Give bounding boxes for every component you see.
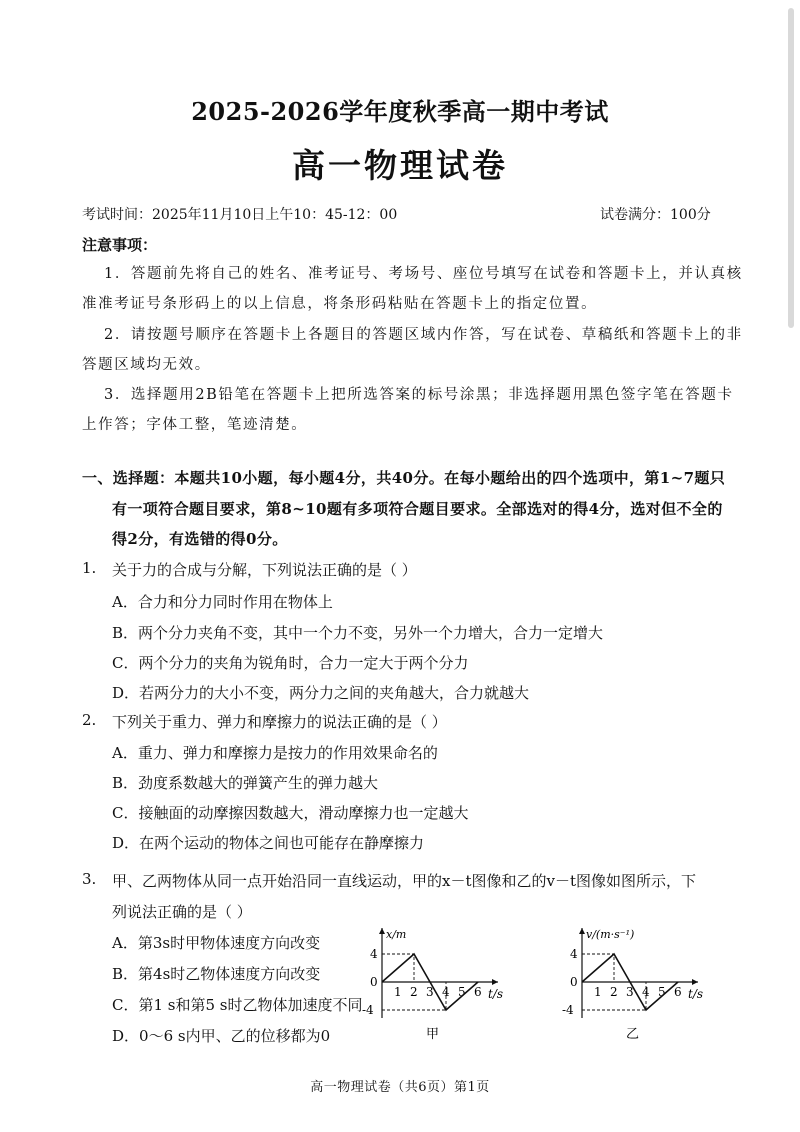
note-line: 1．答题前先将自己的姓名、准考证号、考场号、座位号填写在试卷和答题卡上，并认真核 xyxy=(104,266,743,282)
y-axis-arrow xyxy=(579,928,585,934)
y-tick-label: -4 xyxy=(562,1003,574,1017)
note-line: 准准考证号条形码上的以上信息，将条形码粘贴在答题卡上的指定位置。 xyxy=(82,296,598,312)
x-tick-label: 4 xyxy=(642,985,650,999)
option-c: C．接触面的动摩擦因数越大，滑动摩擦力也一定越大 xyxy=(112,804,469,822)
option-a: A．重力、弹力和摩擦力是按力的作用效果命名的 xyxy=(112,744,438,762)
option-c: C．两个分力的夹角为锐角时，合力一定大于两个分力 xyxy=(112,654,469,672)
x-axis-arrow xyxy=(492,979,498,985)
x-axis-label: t/s xyxy=(488,987,504,1001)
origin-label: 0 xyxy=(570,975,578,989)
x-tick-label: 4 xyxy=(442,985,450,999)
note-line: 答题区域均无效。 xyxy=(82,357,211,373)
x-axis-label: t/s xyxy=(688,987,704,1001)
question-stem: 关于力的合成与分解，下列说法正确的是（ ） xyxy=(112,561,417,579)
x-tick-label: 2 xyxy=(610,985,618,999)
x-tick-label: 3 xyxy=(426,985,434,999)
question-number: 2. xyxy=(82,711,97,729)
option-c: C．第1 s和第5 s时乙物体加速度不同 xyxy=(112,996,363,1014)
question-stem: 甲、乙两物体从同一点开始沿同一直线运动，甲的x－t图像和乙的v－t图像如图所示，下 xyxy=(112,872,696,890)
x-tick-label: 1 xyxy=(594,985,602,999)
section-heading: 一、选择题：本题共10小题，每小题4分，共40分。在每小题给出的四个选项中，第1~7题只 xyxy=(82,469,726,487)
y-tick-label: 4 xyxy=(370,947,378,961)
graph-caption: 乙 xyxy=(626,1027,640,1042)
graph-jia xyxy=(360,918,540,1048)
option-d: D．在两个运动的物体之间也可能存在静摩擦力 xyxy=(112,834,425,852)
question-number: 1. xyxy=(82,559,97,577)
note-line: 3．选择题用2B铅笔在答题卡上把所选答案的标号涂黑；非选择题用黑色签字笔在答题卡 xyxy=(104,387,734,403)
graph-yi xyxy=(560,918,740,1048)
subject-title: 高一物理试卷 xyxy=(292,146,508,185)
graph-caption: 甲 xyxy=(426,1027,440,1042)
note-line: 上作答；字体工整，笔迹清楚。 xyxy=(82,417,308,433)
note-line: 2．请按题号顺序在答题卡上各题目的答题区域内作答，写在试卷、草稿纸和答题卡上的非 xyxy=(104,327,743,343)
option-d: D．若两分力的大小不变，两分力之间的夹角越大，合力就越大 xyxy=(112,684,530,702)
exam-time: 考试时间：2025年11月10日上午10：45-12：00 xyxy=(82,207,398,223)
x-tick-label: 5 xyxy=(458,985,466,999)
option-b: B．两个分力夹角不变，其中一个力不变，另外一个力增大，合力一定增大 xyxy=(112,624,604,642)
full-score: 试卷满分：100分 xyxy=(600,207,711,223)
y-axis-label: x/m xyxy=(386,928,407,941)
x-tick-label: 6 xyxy=(674,985,682,999)
option-a: A．合力和分力同时作用在物体上 xyxy=(112,593,333,611)
y-tick-label: 4 xyxy=(570,947,578,961)
x-tick-label: 3 xyxy=(626,985,634,999)
exam-title: 2025-2026学年度秋季高一期中考试 xyxy=(191,97,609,126)
y-tick-label: -4 xyxy=(362,1003,374,1017)
x-tick-label: 1 xyxy=(394,985,402,999)
x-tick-label: 6 xyxy=(474,985,482,999)
notes-heading: 注意事项： xyxy=(82,236,158,254)
y-axis-arrow xyxy=(379,928,385,934)
option-a: A．第3s时甲物体速度方向改变 xyxy=(112,934,321,952)
section-heading-line: 得2分，有选错的得0分。 xyxy=(112,530,288,548)
x-tick-label: 2 xyxy=(410,985,418,999)
section-heading-line: 有一项符合题目要求，第8~10题有多项符合题目要求。全部选对的得4分，选对但不全的 xyxy=(112,500,723,518)
option-b: B．第4s时乙物体速度方向改变 xyxy=(112,965,321,983)
question-number: 3. xyxy=(82,870,97,888)
x-axis-arrow xyxy=(692,979,698,985)
y-axis-label: v/(m·s⁻¹) xyxy=(586,928,635,941)
x-tick-label: 5 xyxy=(658,985,666,999)
question-stem: 下列关于重力、弹力和摩擦力的说法正确的是（ ） xyxy=(112,713,447,731)
origin-label: 0 xyxy=(370,975,378,989)
option-d: D．0～6 s内甲、乙的位移都为0 xyxy=(112,1027,331,1045)
question-stem-continued: 列说法正确的是（ ） xyxy=(112,903,252,921)
page-footer: 高一物理试卷（共6页）第1页 xyxy=(310,1080,490,1095)
option-b: B．劲度系数越大的弹簧产生的弹力越大 xyxy=(112,774,379,792)
